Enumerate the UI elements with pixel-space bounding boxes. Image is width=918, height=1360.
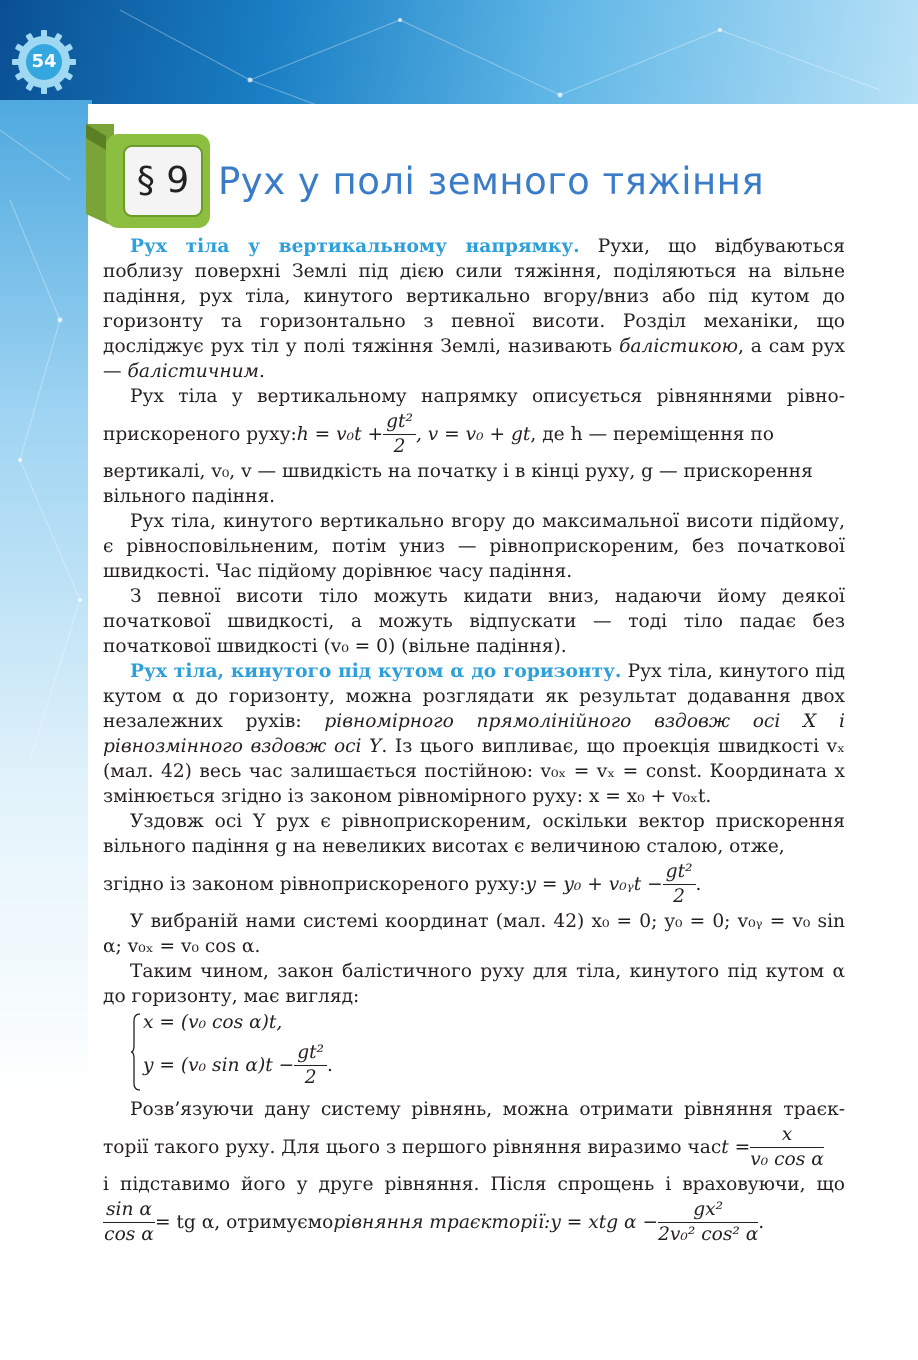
text-line: і підставимо його у друге рівняння. Після спрощень і враховуючи, що <box>103 1174 845 1195</box>
equation-line: прискореного руху: h = v₀t + $\frac{\text{gt²}}{2}$ , v = v₀ + gt , де h — переміщення по <box>103 410 774 457</box>
paragraph-angle: Рух тіла, кинутого під кутом α до горизонту. Рух тіла, кинутого під кутом α до горизонту, можна розглядати як результат додавання двох незалежних рухів: рівномірного прямолінійного вздовж осі X і рівнозмінного вздовж осі Y. Із цього випливає, що проекція швидкості vₓ (мал. 42) весь час залишається постійною: v₀ₓ = vₓ = const. Координата x змінюється згідно із законом рівномірного руху: x = x₀ + v₀ₓt. <box>103 661 846 807</box>
section-number: § 9 <box>136 160 190 201</box>
subheading: Рух тіла у вертикальному напрямку. <box>130 236 580 257</box>
fraction: $\frac{\text{gt²}}{2}$ <box>294 1041 327 1090</box>
fraction: $\frac{x}{\text{v₀ cos α}}$ <box>750 1123 824 1170</box>
text-line: вільного падіння. <box>103 486 276 507</box>
paragraph-rise: Рух тіла, кинутого вертикально вгору до максимальної висоти підйому, є рівносповільненим, потім униз — рівноприскореним, без початкової швидкості. Час підйому дорівнює часу падіння. <box>103 511 845 582</box>
paragraph-throw-down: З певної висоти тіло можуть кидати вниз, надаючи йому деякої початкової швидкості, а можуть відпускати — тоді тіло падає без початкової швидкості (v₀ = 0) (вільне падіння). <box>103 586 845 657</box>
paragraph-intro: Рух тіла у вертикальному напрямку. Рухи, що відбуваються поблизу поверхні Землі під дією сили тяжіння, поділяються на вільне падіння, рух тіла, кинутого вертикально вгору/вниз або під кутом до горизонту та горизонтально з певної висоти. Розділ механіки, що досліджує рух тіл у полі тяжіння Землі, називають балістикою, а сам рух — балістичним. <box>103 236 845 382</box>
fraction: $\frac{\text{gx²}}{\text{2v₀² cos² α}}$ <box>658 1198 759 1245</box>
equation-line: $\frac{\text{sin α}}{\text{cos α}}$ = tg α, отримуємо рівняння траєкторії: y = xtg α − $\frac{\text{gx²}}{\text{2v₀² cos² α}}$ . <box>104 1198 765 1245</box>
page-title: Рух у полі земного тяжіння <box>218 160 765 203</box>
paragraph-coordinates: У вибраній нами системі координат (мал. 42) x₀ = 0; y₀ = 0; v₀ᵧ = v₀ sin α; v₀ₓ = v₀ cos α. <box>103 911 845 957</box>
equation-line: торії такого руху. Для цього з першого рівняння виразимо час t = $\frac{x}{\text{v₀ cos α}}$ <box>103 1123 824 1170</box>
paragraph-vertical: Рух тіла у вертикальному напрямку описується рівняннями рівно- <box>130 386 845 407</box>
paragraph-law: Таким чином, закон балістичного руху для тіла, кинутого під кутом α до горизонту, має вигляд: <box>103 961 845 1007</box>
article-body <box>103 234 845 1247</box>
paragraph-trajectory: Розв’язуючи дану систему рівнянь, можна отримати рівняння траєк- <box>130 1099 845 1120</box>
page-number: 54 <box>31 51 57 72</box>
paragraph-y-axis: Уздовж осі Y рух є рівноприскореним, оскільки вектор прискорення вільного падіння g на невеликих висотах є величиною сталою, отже, <box>103 811 845 857</box>
fraction: $\frac{\text{gt²}}{2}$ <box>663 860 696 909</box>
subheading: Рух тіла, кинутого під кутом α до горизонту. <box>130 661 622 682</box>
equation-system: x = (v₀ cos α)t, y = (v₀ sin α)t − $\frac{\text{gt²}}{2}$ . <box>131 1009 845 1097</box>
equation-line: згідно із законом рівноприскореного руху: y = y₀ + v₀ᵧt − $\frac{\text{gt²}}{2}$ . <box>103 860 702 907</box>
fraction: $\frac{\text{gt²}}{2}$ <box>383 410 416 459</box>
text-line: вертикалі, v₀, v — швидкість на початку і в кінці руху, g — прискорення <box>103 461 813 482</box>
fraction: $\frac{\text{sin α}}{\text{cos α}}$ <box>104 1198 154 1245</box>
brace-icon <box>131 1013 141 1091</box>
